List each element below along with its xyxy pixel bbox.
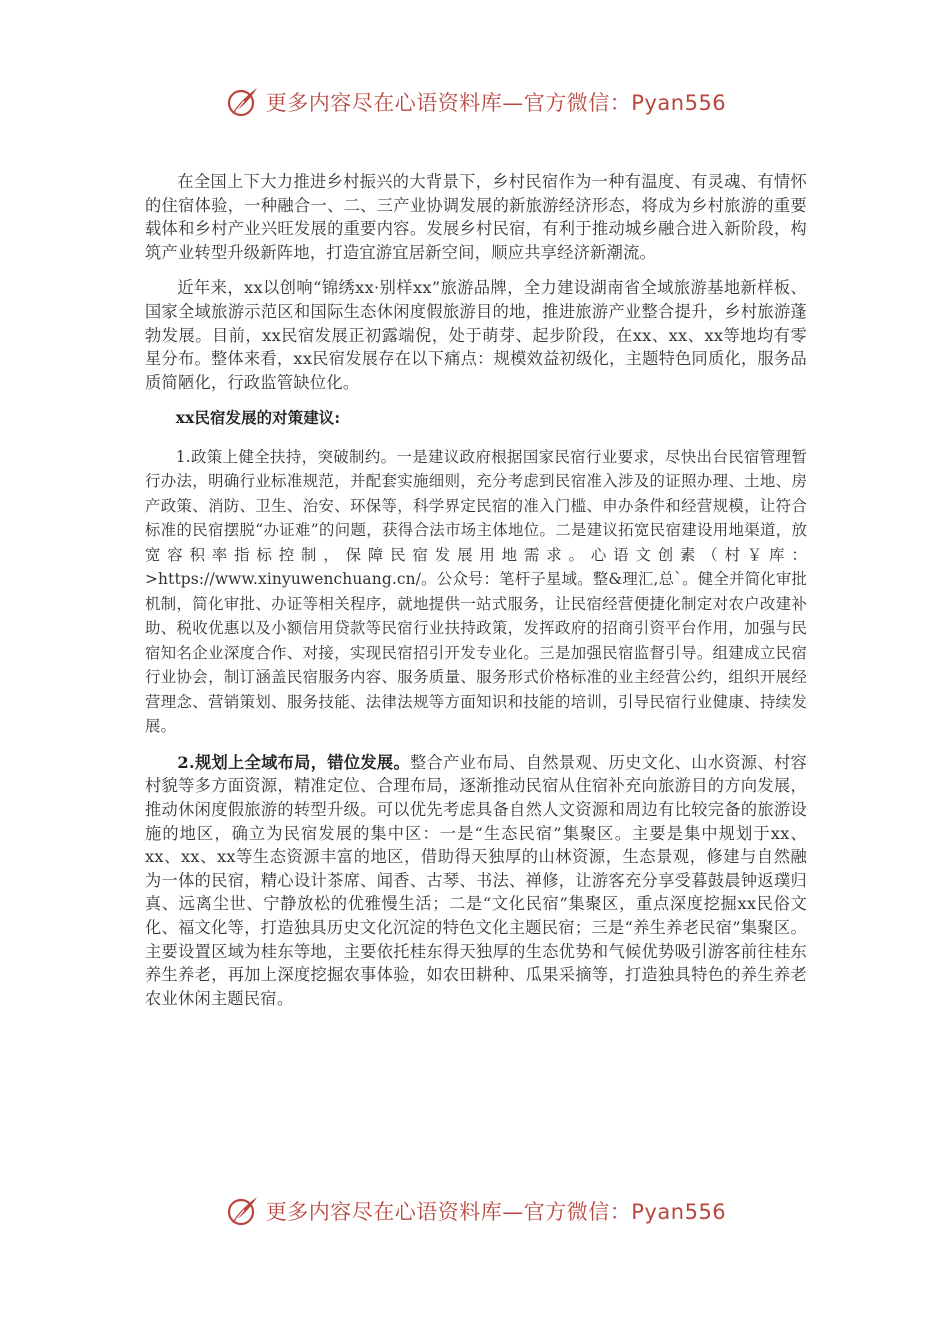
header-watermark-banner	[0, 84, 950, 120]
paragraph-planning	[145, 751, 807, 1011]
footer-watermark-banner	[0, 1193, 950, 1229]
section-heading: xx民宿发展的对策建议:	[175, 409, 341, 428]
paragraph-planning-lead: 2.规划上全域布局，错位发展。	[177, 752, 411, 772]
paragraph-planning-body: 整合产业布局、自然景观、历史文化、山水资源、村容村貌等多方面资源，精准定位、合理布局，逐渐推动民宿从住宿补充向旅游目的方向发展，推动休闲度假旅游的转型升级。可以优先考虑具备自然人文资源和周边有比较完备的旅游设施的地区，确立为民宿发展的集中区：一是“生态民宿”集聚区。主要是集中规划于xx、xx、xx、xx等生态资源丰富的地区，借助得天独厚的山林资源，生态景观，修建与自然融为一体的民宿，精心设计茶席、闻香、古琴、书法、禅修，让游客充分享受暮鼓晨钟返璞归真、远离尘世、宁静放松的优雅慢生活；二是“文化民宿”集聚区，重点深度挖掘xx民俗文化、福文化等，打造独具历史文化沉淀的特色文化主题民宿；三是“养生养老民宿”集聚区。主要设置区域为桂东等地，主要依托桂东得天独厚的生态优势和气候优势吸引游客前往桂东养生养老，再加上深度挖掘农事体验，如农田耕种、瓜果采摘等，打造独具特色的养生养老农业休闲主题民宿。	[145, 752, 807, 1008]
banner-text: 更多内容尽在心语资料库—官方微信：Pyan556	[265, 91, 727, 115]
paragraph-background: 近年来，xx以创响“锦绣xx·别样xx”旅游品牌，全力建设湖南省全域旅游基地新样板、国家全域旅游示范区和国际生态休闲度假旅游目的地，推进旅游产业整合提升，乡村旅游蓬勃发展。目前，xx民宿发展正初露端倪，处于萌芽、起步阶段，在xx、xx、xx等地均有零星分布。整体来看，xx民宿发展存在以下痛点：规模效益初级化，主题特色同质化，服务品质简陋化，行政监管缺位化。	[145, 278, 807, 392]
quill-pen-logo-icon	[224, 84, 260, 120]
document-body	[145, 170, 807, 1022]
paragraph-intro: 在全国上下大力推进乡村振兴的大背景下，乡村民宿作为一种有温度、有灵魂、有情怀的住宿体验，一种融合一、二、三产业协调发展的新旅游经济形态，将成为乡村旅游的重要载体和乡村产业兴旺发展的重要内容。发展乡村民宿，有利于推动城乡融合进入新阶段，构筑产业转型升级新阵地，打造宜游宜居新空间，顺应共享经济新潮流。	[145, 172, 807, 262]
quill-pen-logo-icon	[224, 1193, 260, 1229]
banner-text: 更多内容尽在心语资料库—官方微信：Pyan556	[265, 1200, 727, 1224]
paragraph-policy: 1.政策上健全扶持，突破制约。一是建议政府根据国家民宿行业要求，尽快出台民宿管理暂行办法，明确行业标准规范，并配套实施细则，充分考虑到民宿准入涉及的证照办理、土地、房产政策、消防、卫生、治安、环保等，科学界定民宿的准入门槛、申办条件和经营规模，让符合标准的民宿摆脱“办证难”的问题，获得合法市场主体地位。二是建议拓宽民宿建设用地渠道，放宽容积率指标控制，保障民宿发展用地需求。心语文创素（村￥库：>https://www.xinyuwenchuang.cn/。公众号：笔杆子星域。整&理汇,总`。健全并简化审批机制，简化审批、办证等相关程序，就地提供一站式服务，让民宿经营便捷化制定对农户改建补助、税收优惠以及小额信用贷款等民宿行业扶持政策，发挥政府的招商引资平台作用，加强与民宿知名企业深度合作、对接，实现民宿招引开发专业化。三是加强民宿监督引导。组建成立民宿行业协会，制订涵盖民宿服务内容、服务质量、服务形式价格标准的业主经营公约，组织开展经营理念、营销策划、服务技能、法律法规等方面知识和技能的培训，引导民宿行业健康、持续发展。	[145, 447, 807, 736]
